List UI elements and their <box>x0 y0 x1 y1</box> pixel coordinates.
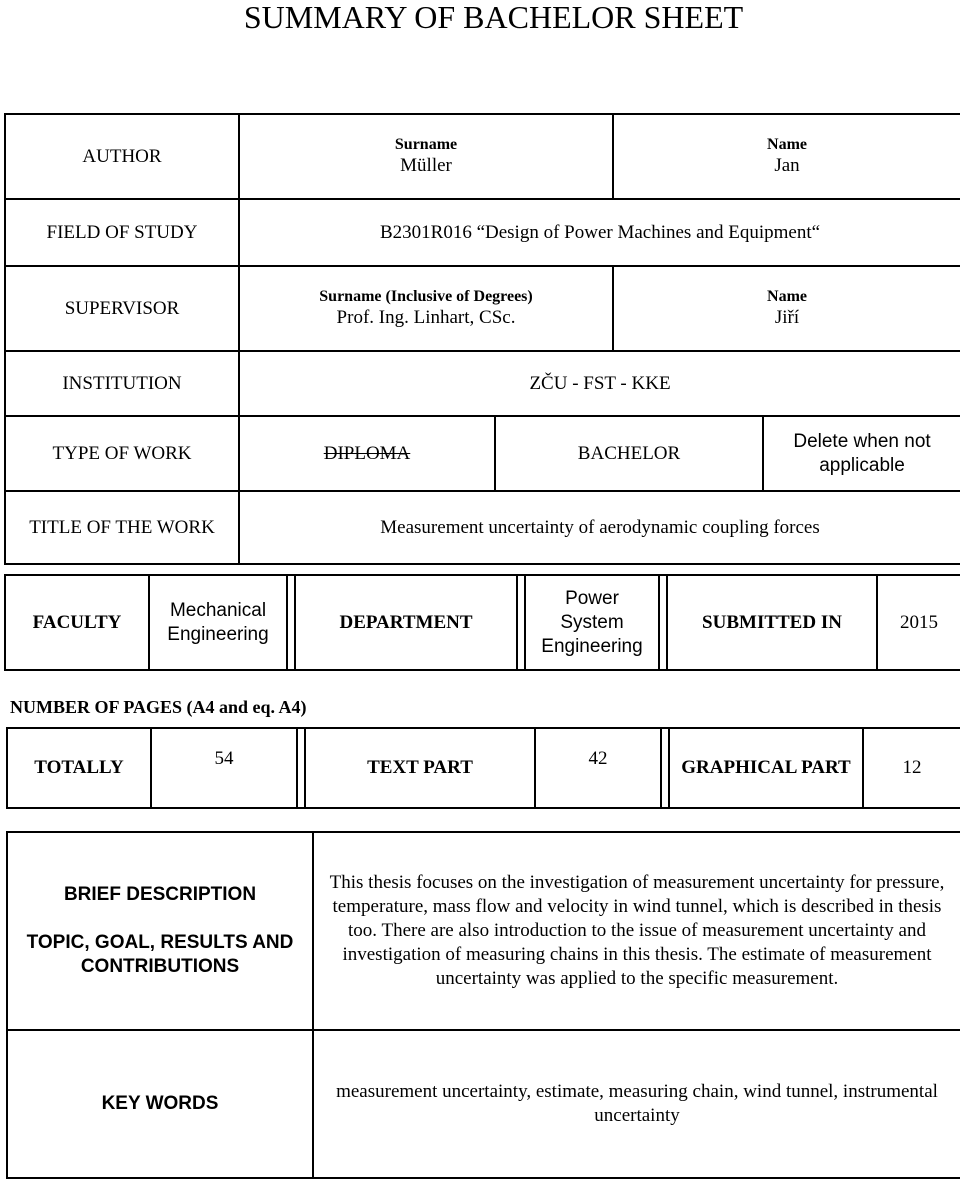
text-part-label: TEXT PART <box>305 728 535 808</box>
description-table <box>6 831 960 1179</box>
author-surname-cell <box>239 114 613 199</box>
type-bachelor: BACHELOR <box>495 416 763 491</box>
brief-label: BRIEF DESCRIPTION <box>63 884 257 905</box>
faculty-label: FACULTY <box>5 575 149 670</box>
summary-table <box>4 113 960 565</box>
type-of-work-label: TYPE OF WORK <box>5 416 239 491</box>
submitted-value: 2015 <box>877 575 960 670</box>
faculty-value: Mechanical Engineering <box>149 575 287 670</box>
keywords-label: KEY WORDS <box>7 1030 313 1178</box>
institution-label: INSTITUTION <box>5 351 239 416</box>
title-of-work-value: Measurement uncertainty of aerodynamic coupling forces <box>239 491 960 564</box>
submitted-label: SUBMITTED IN <box>667 575 877 670</box>
department-label: DEPARTMENT <box>295 575 517 670</box>
keywords-value: measurement uncertainty, estimate, measuring chain, wind tunnel, instrumental uncertainty <box>313 1030 960 1178</box>
separator <box>297 728 305 808</box>
supervisor-surname-cell <box>239 266 613 351</box>
graphical-part-label: GRAPHICAL PART <box>669 728 863 808</box>
type-of-work-note: Delete when not applicable <box>763 416 960 491</box>
supervisor-label: SUPERVISOR <box>5 266 239 351</box>
institution-value: ZČU - FST - KKE <box>239 351 960 416</box>
supervisor-surname: Prof. Ing. Linhart, CSc. <box>336 307 516 328</box>
graphical-part-value: 12 <box>863 728 960 808</box>
page-title: SUMMARY OF BACHELOR SHEET <box>243 0 744 35</box>
totally-label: TOTALLY <box>7 728 151 808</box>
brief-text: This thesis focuses on the investigation of measurement uncertainty for pressure, temperature, mass flow and velocity in wind tunnel, which is described in thesis too. There are also introduction to the issue of measurement uncertainty and investigation of measuring chains in this thesis. The estimate of measurement uncertainty was applied to the specific measurement. <box>313 832 960 1030</box>
author-name: Jan <box>774 155 800 176</box>
title-of-work-label: TITLE OF THE WORK <box>5 491 239 564</box>
pages-table <box>6 727 960 809</box>
supervisor-name: Jiří <box>774 307 800 328</box>
separator <box>661 728 669 808</box>
supervisor-name-cell <box>613 266 960 351</box>
separator <box>287 575 295 670</box>
author-surname: Müller <box>400 155 452 176</box>
totally-value: 54 <box>151 728 297 808</box>
department-value: Power System Engineering <box>525 575 659 670</box>
pages-heading: NUMBER OF PAGES (A4 and eq. A4) <box>10 697 307 717</box>
topic-label: TOPIC, GOAL, RESULTS AND CONTRIBUTIONS <box>26 932 294 977</box>
author-name-caption: Name <box>767 136 808 153</box>
field-of-study-value: B2301R016 “Design of Power Machines and Equipment“ <box>239 199 960 266</box>
faculty-table <box>4 574 960 671</box>
author-name-cell <box>613 114 960 199</box>
separator <box>517 575 525 670</box>
supervisor-name-caption: Name <box>767 288 808 305</box>
separator <box>659 575 667 670</box>
brief-label-cell <box>7 832 313 1030</box>
author-label: AUTHOR <box>5 114 239 199</box>
text-part-value: 42 <box>535 728 661 808</box>
field-of-study-label: FIELD OF STUDY <box>5 199 239 266</box>
supervisor-surname-caption: Surname (Inclusive of Degrees) <box>319 288 533 305</box>
author-surname-caption: Surname <box>394 136 458 153</box>
type-diploma: DIPLOMA <box>239 416 495 491</box>
